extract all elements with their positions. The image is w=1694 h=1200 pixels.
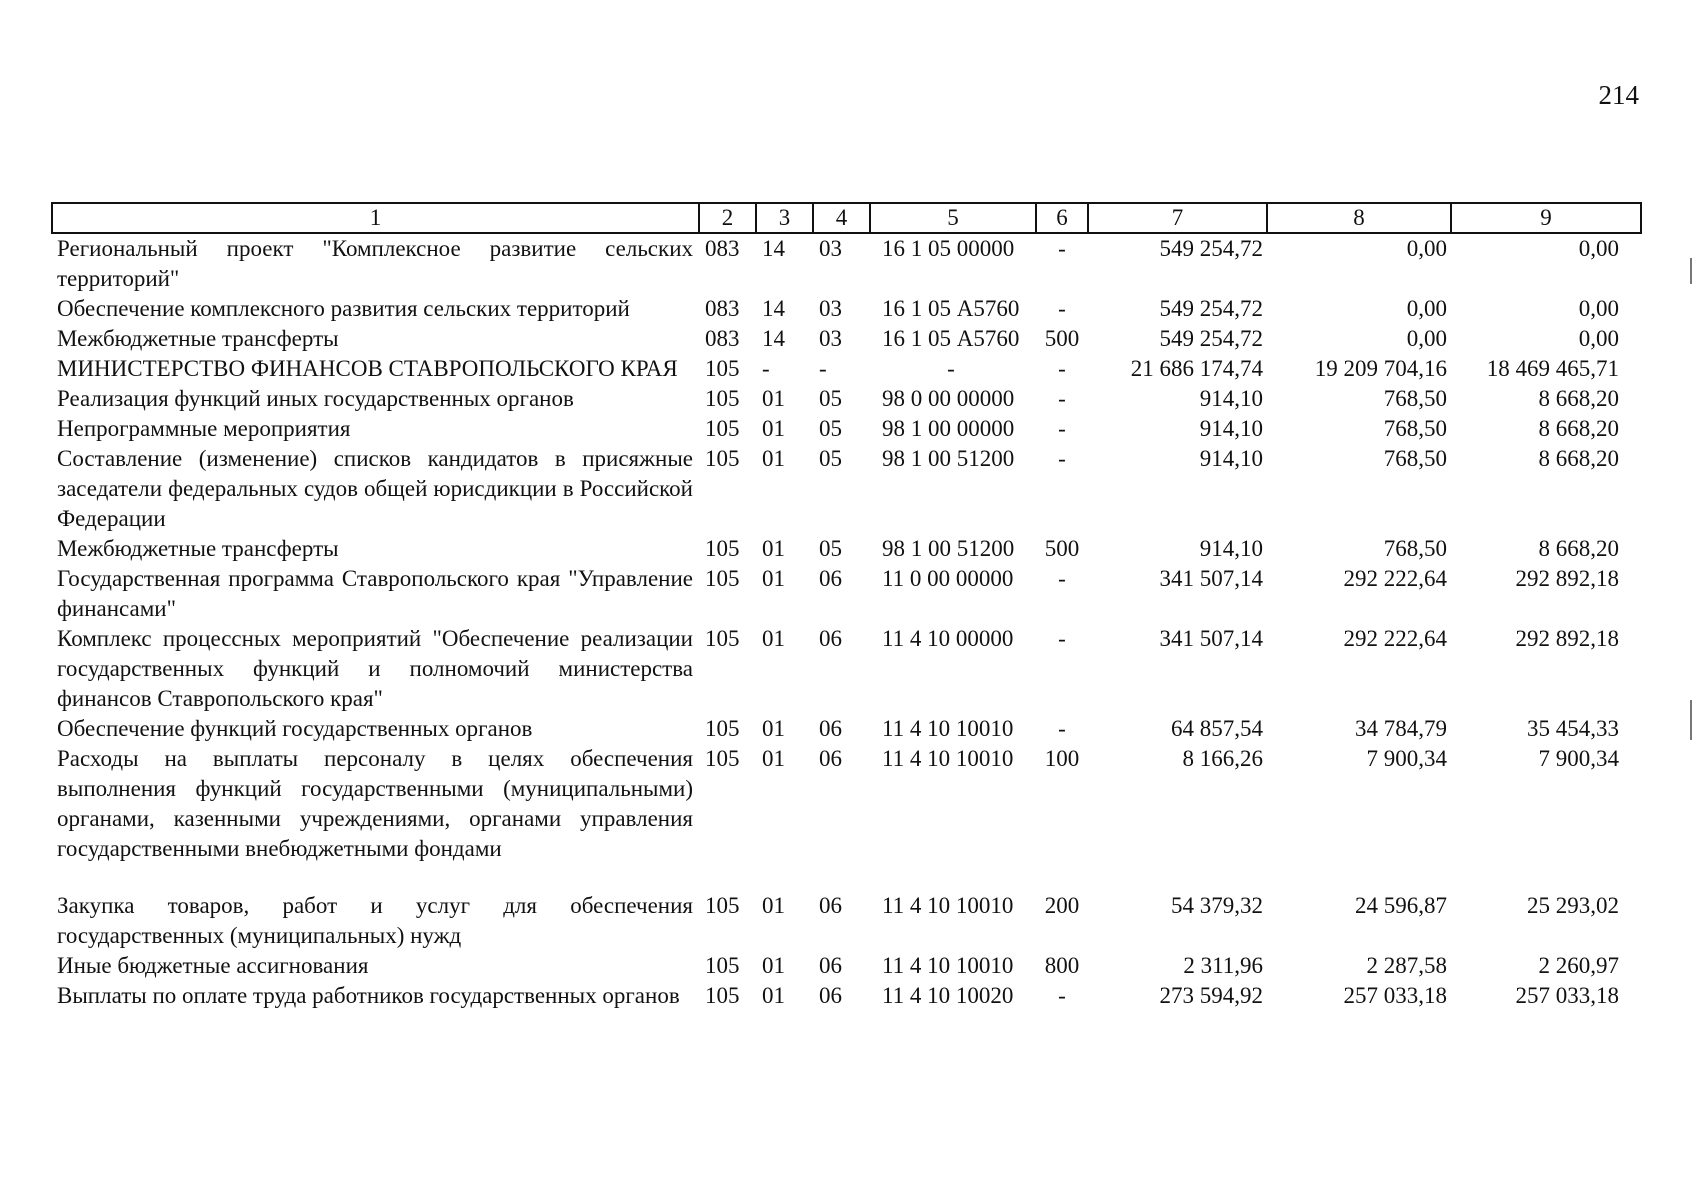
row-ministry-code: 105 <box>705 356 740 381</box>
row-amount-col-9: 25 293,02 <box>1527 893 1619 918</box>
row-subsection-code: - <box>819 356 827 381</box>
row-section-code: 01 <box>762 953 785 978</box>
row-name: МИНИСТЕРСТВО ФИНАНСОВ СТАВРОПОЛЬСКОГО КРАЯ <box>57 356 678 381</box>
table-row <box>52 414 1641 444</box>
row-amount-col-7: 914,10 <box>1199 386 1263 411</box>
table-row <box>52 233 1641 294</box>
table-row <box>52 624 1641 714</box>
header-col-5: 5 <box>870 203 1036 233</box>
row-name: Выплаты по оплате труда работников государственных органов <box>57 983 680 1008</box>
row-amount-col-9: 7 900,34 <box>1538 746 1619 771</box>
row-target-article: 98 0 00 00000 <box>882 386 1015 411</box>
row-amount-col-9: 8 668,20 <box>1538 446 1619 471</box>
row-amount-col-7: 64 857,54 <box>1171 716 1263 741</box>
row-ministry-code: 105 <box>705 626 740 651</box>
row-target-article: 98 1 00 51200 <box>882 536 1015 561</box>
header-col-7: 7 <box>1088 203 1267 233</box>
row-expense-type: - <box>1058 983 1066 1008</box>
row-expense-type: 500 <box>1044 326 1080 351</box>
row-target-article: 11 0 00 00000 <box>882 566 1014 591</box>
row-amount-col-7: 914,10 <box>1199 446 1263 471</box>
table-row <box>52 564 1641 624</box>
row-expense-type: - <box>1058 356 1066 381</box>
table-row <box>52 384 1641 414</box>
row-ministry-code: 105 <box>705 716 740 741</box>
row-expense-type: - <box>1058 566 1066 591</box>
header-col-6: 6 <box>1036 203 1088 233</box>
row-name: Непрограммные мероприятия <box>57 416 351 441</box>
row-target-article: 11 4 10 00000 <box>882 626 1014 651</box>
row-amount-col-8: 24 596,87 <box>1355 893 1447 918</box>
row-expense-type: 800 <box>1044 953 1080 978</box>
row-name: Реализация функций иных государственных органов <box>57 386 574 411</box>
row-amount-col-9: 8 668,20 <box>1538 386 1619 411</box>
row-section-code: 01 <box>762 446 785 471</box>
header-row <box>52 203 1641 233</box>
row-expense-type: - <box>1058 236 1066 261</box>
row-subsection-code: 06 <box>819 746 842 771</box>
row-amount-col-9: 0,00 <box>1578 326 1619 351</box>
scan-artifact-line <box>1690 258 1692 284</box>
row-amount-col-7: 549 254,72 <box>1159 326 1263 351</box>
scan-artifact-line <box>1690 700 1692 740</box>
row-section-code: 01 <box>762 566 785 591</box>
table-row <box>52 891 1641 951</box>
row-subsection-code: 06 <box>819 893 842 918</box>
row-expense-type: 200 <box>1044 893 1080 918</box>
table-row <box>52 951 1641 981</box>
row-amount-col-8: 19 209 704,16 <box>1314 356 1447 381</box>
row-target-article: 16 1 05 А5760 <box>882 296 1020 321</box>
row-amount-col-9: 0,00 <box>1578 236 1619 261</box>
row-amount-col-8: 768,50 <box>1383 416 1447 441</box>
table-body <box>52 233 1641 1011</box>
row-name: Составление (изменение) списков кандидатов в присяжные заседатели федеральных судов общей юрисдикции в Российской Федерации <box>57 446 693 531</box>
table-row <box>52 444 1641 534</box>
row-amount-col-9: 8 668,20 <box>1538 536 1619 561</box>
row-ministry-code: 083 <box>705 326 740 351</box>
row-amount-col-7: 54 379,32 <box>1171 893 1263 918</box>
row-subsection-code: 03 <box>819 236 842 261</box>
row-amount-col-7: 914,10 <box>1199 416 1263 441</box>
row-amount-col-8: 257 033,18 <box>1343 983 1447 1008</box>
row-section-code: - <box>762 356 770 381</box>
row-amount-col-8: 2 287,58 <box>1366 953 1447 978</box>
row-subsection-code: 05 <box>819 386 842 411</box>
page-number: 214 <box>1598 80 1639 110</box>
row-target-article: 98 1 00 51200 <box>882 446 1015 471</box>
row-ministry-code: 105 <box>705 536 740 561</box>
row-name: Региональный проект "Комплексное развитие сельских территорий" <box>57 236 693 291</box>
row-amount-col-7: 341 507,14 <box>1159 566 1263 591</box>
row-subsection-code: 03 <box>819 326 842 351</box>
table-row <box>52 981 1641 1011</box>
row-expense-type: - <box>1058 446 1066 471</box>
row-amount-col-8: 768,50 <box>1383 446 1447 471</box>
row-amount-col-9: 257 033,18 <box>1515 983 1619 1008</box>
row-target-article: 11 4 10 10010 <box>882 746 1014 771</box>
row-subsection-code: 06 <box>819 983 842 1008</box>
row-ministry-code: 105 <box>705 983 740 1008</box>
row-amount-col-7: 21 686 174,74 <box>1130 356 1263 381</box>
table-row <box>52 324 1641 354</box>
row-amount-col-8: 768,50 <box>1383 386 1447 411</box>
row-ministry-code: 105 <box>705 953 740 978</box>
row-section-code: 01 <box>762 536 785 561</box>
row-name: Обеспечение комплексного развития сельских территорий <box>57 296 630 321</box>
row-amount-col-9: 0,00 <box>1578 296 1619 321</box>
row-amount-col-8: 0,00 <box>1406 326 1447 351</box>
row-target-article: 16 1 05 А5760 <box>882 326 1020 351</box>
row-name: Закупка товаров, работ и услуг для обеспечения государственных (муниципальных) нужд <box>57 893 693 948</box>
row-section-code: 14 <box>762 236 785 261</box>
row-amount-col-9: 35 454,33 <box>1527 716 1619 741</box>
row-expense-type: - <box>1058 716 1066 741</box>
table-row <box>52 714 1641 744</box>
row-section-code: 01 <box>762 416 785 441</box>
budget-table-container <box>51 202 1640 1011</box>
row-amount-col-8: 292 222,64 <box>1343 626 1447 651</box>
row-expense-type: - <box>1058 386 1066 411</box>
row-subsection-code: 06 <box>819 626 842 651</box>
row-target-article: 98 1 00 00000 <box>882 416 1015 441</box>
row-ministry-code: 105 <box>705 893 740 918</box>
row-expense-type: - <box>1058 626 1066 651</box>
row-amount-col-7: 341 507,14 <box>1159 626 1263 651</box>
row-section-code: 14 <box>762 326 785 351</box>
row-name: Расходы на выплаты персоналу в целях обеспечения выполнения функций государственными (муниципальными) органами, казенными учреждениями, органами управления государственными внебюджетными фондами <box>57 746 693 861</box>
row-ministry-code: 105 <box>705 746 740 771</box>
header-col-4: 4 <box>813 203 870 233</box>
row-ministry-code: 105 <box>705 566 740 591</box>
row-name: Обеспечение функций государственных органов <box>57 716 533 741</box>
table-row <box>52 354 1641 384</box>
row-subsection-code: 05 <box>819 446 842 471</box>
row-amount-col-7: 273 594,92 <box>1159 983 1263 1008</box>
row-amount-col-9: 18 469 465,71 <box>1486 356 1619 381</box>
row-expense-type: - <box>1058 296 1066 321</box>
row-name: Государственная программа Ставропольского края "Управление финансами" <box>57 566 693 621</box>
row-amount-col-9: 292 892,18 <box>1515 566 1619 591</box>
header-col-9: 9 <box>1451 203 1641 233</box>
header-col-2: 2 <box>699 203 756 233</box>
row-amount-col-8: 768,50 <box>1383 536 1447 561</box>
row-ministry-code: 105 <box>705 386 740 411</box>
header-col-8: 8 <box>1267 203 1451 233</box>
table-row <box>52 534 1641 564</box>
row-subsection-code: 06 <box>819 566 842 591</box>
row-amount-col-7: 549 254,72 <box>1159 296 1263 321</box>
row-expense-type: 100 <box>1044 746 1080 771</box>
row-section-code: 01 <box>762 746 785 771</box>
row-amount-col-8: 7 900,34 <box>1366 746 1447 771</box>
row-amount-col-8: 0,00 <box>1406 236 1447 261</box>
row-target-article: 11 4 10 10010 <box>882 953 1014 978</box>
row-amount-col-7: 8 166,26 <box>1182 746 1263 771</box>
row-ministry-code: 083 <box>705 236 740 261</box>
row-amount-col-7: 914,10 <box>1199 536 1263 561</box>
row-name: Комплекс процессных мероприятий "Обеспечение реализации государственных функций и полномочий министерства финансов Ставропольского края" <box>57 626 693 711</box>
row-amount-col-9: 292 892,18 <box>1515 626 1619 651</box>
row-ministry-code: 083 <box>705 296 740 321</box>
row-amount-col-8: 292 222,64 <box>1343 566 1447 591</box>
row-amount-col-8: 0,00 <box>1406 296 1447 321</box>
row-subsection-code: 05 <box>819 416 842 441</box>
header-col-1: 1 <box>52 203 699 233</box>
row-section-code: 01 <box>762 626 785 651</box>
row-expense-type: 500 <box>1044 536 1080 561</box>
row-target-article: - <box>947 356 955 381</box>
row-amount-col-8: 34 784,79 <box>1355 716 1447 741</box>
row-section-code: 01 <box>762 386 785 411</box>
row-target-article: 11 4 10 10010 <box>882 716 1014 741</box>
row-ministry-code: 105 <box>705 446 740 471</box>
row-section-code: 01 <box>762 983 785 1008</box>
budget-table <box>51 202 1642 1011</box>
row-name: Межбюджетные трансферты <box>57 536 339 561</box>
row-amount-col-7: 549 254,72 <box>1159 236 1263 261</box>
row-section-code: 14 <box>762 296 785 321</box>
row-expense-type: - <box>1058 416 1066 441</box>
row-subsection-code: 06 <box>819 716 842 741</box>
row-subsection-code: 05 <box>819 536 842 561</box>
row-section-code: 01 <box>762 716 785 741</box>
row-target-article: 16 1 05 00000 <box>882 236 1015 261</box>
row-target-article: 11 4 10 10020 <box>882 983 1014 1008</box>
row-ministry-code: 105 <box>705 416 740 441</box>
header-col-3: 3 <box>756 203 813 233</box>
row-name: Межбюджетные трансферты <box>57 326 339 351</box>
row-section-code: 01 <box>762 893 785 918</box>
table-row <box>52 744 1641 891</box>
table-row <box>52 294 1641 324</box>
row-subsection-code: 03 <box>819 296 842 321</box>
row-amount-col-9: 8 668,20 <box>1538 416 1619 441</box>
table-header <box>52 203 1641 233</box>
row-amount-col-7: 2 311,96 <box>1183 953 1263 978</box>
row-amount-col-9: 2 260,97 <box>1538 953 1619 978</box>
row-subsection-code: 06 <box>819 953 842 978</box>
row-target-article: 11 4 10 10010 <box>882 893 1014 918</box>
row-name: Иные бюджетные ассигнования <box>57 953 369 978</box>
